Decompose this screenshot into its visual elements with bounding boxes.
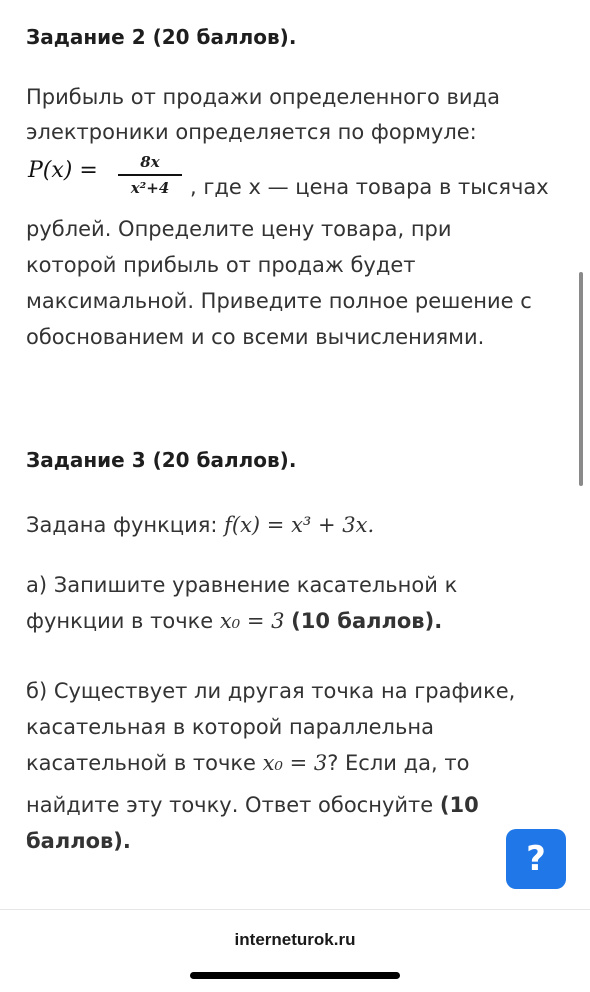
formula-numerator: 8x (140, 153, 160, 171)
task2-heading: Задание 2 (20 баллов). (26, 25, 297, 49)
a-point: x₀ = 3 (219, 609, 285, 633)
task3-a-line2 (26, 604, 566, 639)
a-line2-prefix: функции в точке (26, 609, 220, 633)
task3-b-line2: касательная в которой параллельна (26, 715, 434, 739)
task2-line7: обоснованием и со всеми вычислениями. (26, 325, 485, 349)
task3-b-line4 (26, 788, 566, 823)
task2-line6: максимальной. Приведите полное решение с (26, 289, 532, 313)
task3-a-line1: а) Запишите уравнение касательной к (26, 573, 458, 597)
footer-divider (0, 909, 590, 910)
task2-line2: электроники определяется по формуле: (26, 120, 477, 144)
task3-b-line3 (26, 746, 566, 781)
formula-lhs: P(x) = (28, 158, 98, 183)
home-indicator[interactable] (190, 972, 400, 979)
task3-heading: Задание 3 (20 баллов). (26, 448, 297, 472)
scrollbar[interactable] (579, 272, 583, 486)
task3-b-line1: б) Существует ли другая точка на графике, (26, 679, 516, 703)
given-label: Задана функция: (26, 513, 225, 537)
b-line3-prefix: касательной в точке (26, 751, 263, 775)
fraction-bar (118, 174, 182, 176)
formula-tail: , где x — цена товара в тысячах (190, 175, 549, 199)
b-line3-suffix: ? Если да, то (327, 751, 470, 775)
b-line4-prefix: найдите эту точку. Ответ обоснуйте (26, 793, 440, 817)
formula-denominator: x²+4 (130, 178, 170, 197)
formula-fraction (118, 152, 182, 198)
a-points: (10 баллов). (291, 609, 443, 633)
task3-b-line5: баллов). (26, 829, 131, 853)
b-line4-points: (10 (439, 793, 479, 817)
task2-line1: Прибыль от продажи определенного вида (26, 85, 500, 109)
task2-formula-line (26, 152, 566, 204)
site-url[interactable]: interneturok.ru (234, 930, 356, 949)
task2-line5: которой прибыль от продаж будет (26, 253, 416, 277)
b-point: x₀ = 3 (262, 751, 328, 775)
task3-given (26, 508, 566, 543)
task2-line4: рублей. Определите цену товара, при (26, 217, 452, 241)
given-function: f(x) = x³ + 3x. (224, 513, 375, 537)
help-button[interactable]: ? (506, 829, 566, 889)
